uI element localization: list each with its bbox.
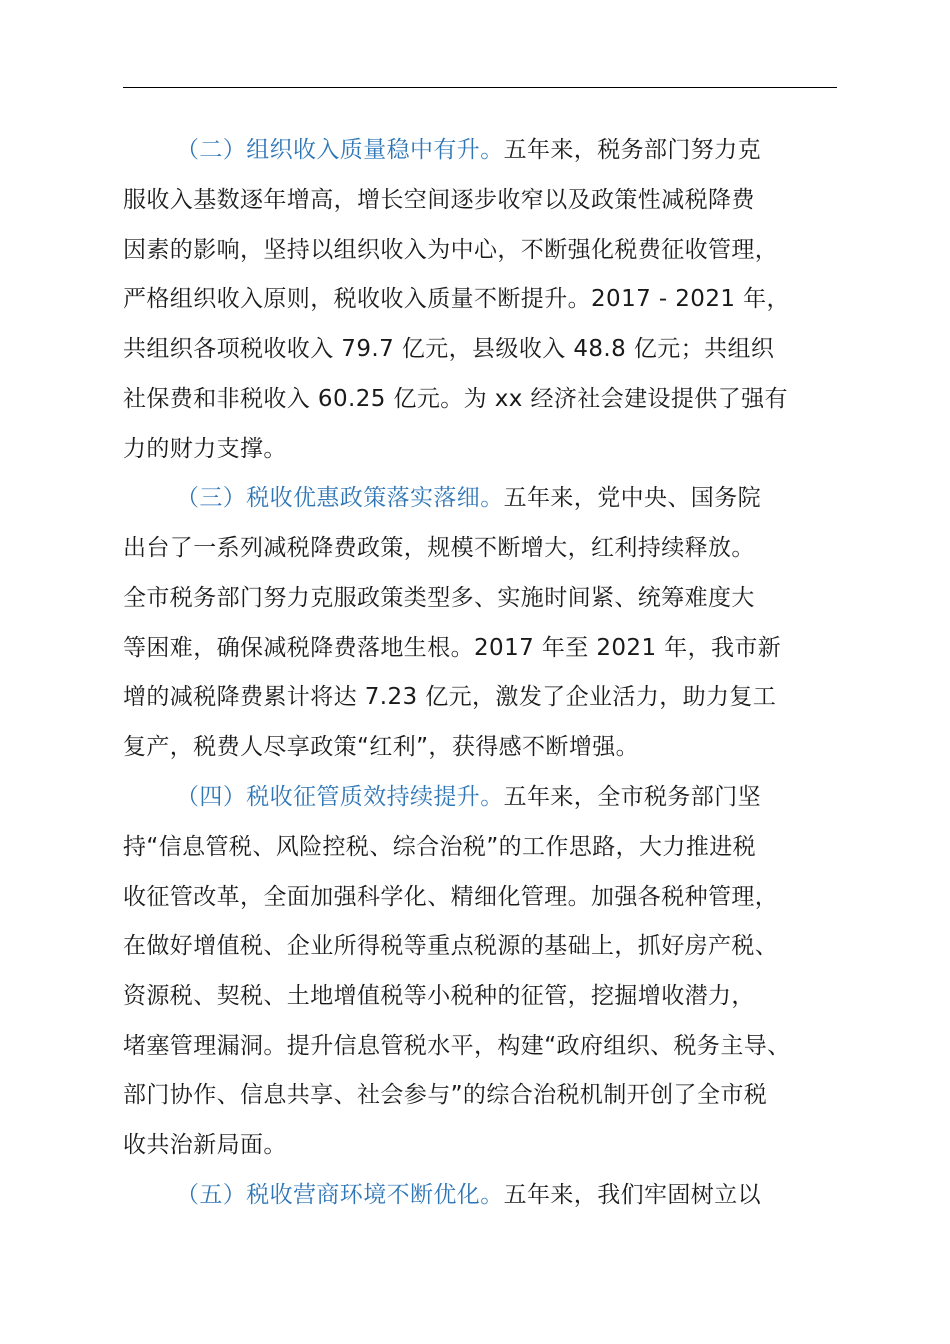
section-heading: （五）税收营商环境不断优化。 [176, 1182, 504, 1208]
paragraph-text: 持“信息管税、风险控税、综合治税”的工作思路，大力推进税 [123, 834, 757, 860]
paragraph-text: 收征管改革，全面加强科学化、精细化管理。加强各税种管理， [123, 884, 779, 910]
paragraph-text: 五年来，我们牢固树立以 [503, 1182, 762, 1208]
paragraph-text: 出台了一系列减税降费政策，规模不断增大，红利持续释放。 [123, 535, 755, 561]
header-rule [123, 87, 837, 88]
paragraph-text: 五年来，税务部门努力克 [503, 137, 762, 163]
paragraph-text: 堵塞管理漏洞。提升信息管税水平，构建“政府组织、税务主导、 [123, 1033, 791, 1059]
paragraph-first-line [176, 136, 761, 164]
paragraph-text: 收共治新局面。 [123, 1132, 287, 1158]
paragraph-first-line [176, 1181, 761, 1209]
paragraph-text: 共组织各项税收收入 79.7 亿元，县级收入 48.8 亿元；共组织 [123, 336, 775, 362]
paragraph-text: 资源税、契税、土地增值税等小税种的征管，挖掘增收潜力， [123, 983, 755, 1009]
paragraph-first-line [176, 484, 761, 512]
paragraph-text: 五年来，全市税务部门坚 [503, 784, 762, 810]
paragraph-text: 社保费和非税收入 60.25 亿元。为 xx 经济社会建设提供了强有 [123, 386, 788, 412]
paragraph-text: 五年来，党中央、国务院 [503, 485, 762, 511]
paragraph-first-line [176, 783, 761, 811]
section-heading: （二）组织收入质量稳中有升。 [176, 137, 504, 163]
paragraph-text: 服收入基数逐年增高，增长空间逐步收窄以及政策性减税降费 [123, 187, 755, 213]
paragraph-text: 严格组织收入原则，税收收入质量不断提升。2017 - 2021 年， [123, 286, 790, 312]
paragraph-text: 等困难，确保减税降费落地生根。2017 年至 2021 年，我市新 [123, 635, 782, 661]
paragraph-text: 全市税务部门努力克服政策类型多、实施时间紧、统筹难度大 [123, 585, 755, 611]
section-heading: （三）税收优惠政策落实落细。 [176, 485, 504, 511]
paragraph-text: 复产，税费人尽享政策“红利”，获得感不断增强。 [123, 734, 640, 760]
paragraph-text: 力的财力支撑。 [123, 436, 287, 462]
paragraph-text: 增的减税降费累计将达 7.23 亿元，激发了企业活力，助力复工 [123, 684, 777, 710]
paragraph-text: 在做好增值税、企业所得税等重点税源的基础上，抓好房产税、 [123, 933, 779, 959]
section-heading: （四）税收征管质效持续提升。 [176, 784, 504, 810]
paragraph-text: 部门协作、信息共享、社会参与”的综合治税机制开创了全市税 [123, 1082, 768, 1108]
paragraph-text: 因素的影响，坚持以组织收入为中心，不断强化税费征收管理， [123, 237, 779, 263]
